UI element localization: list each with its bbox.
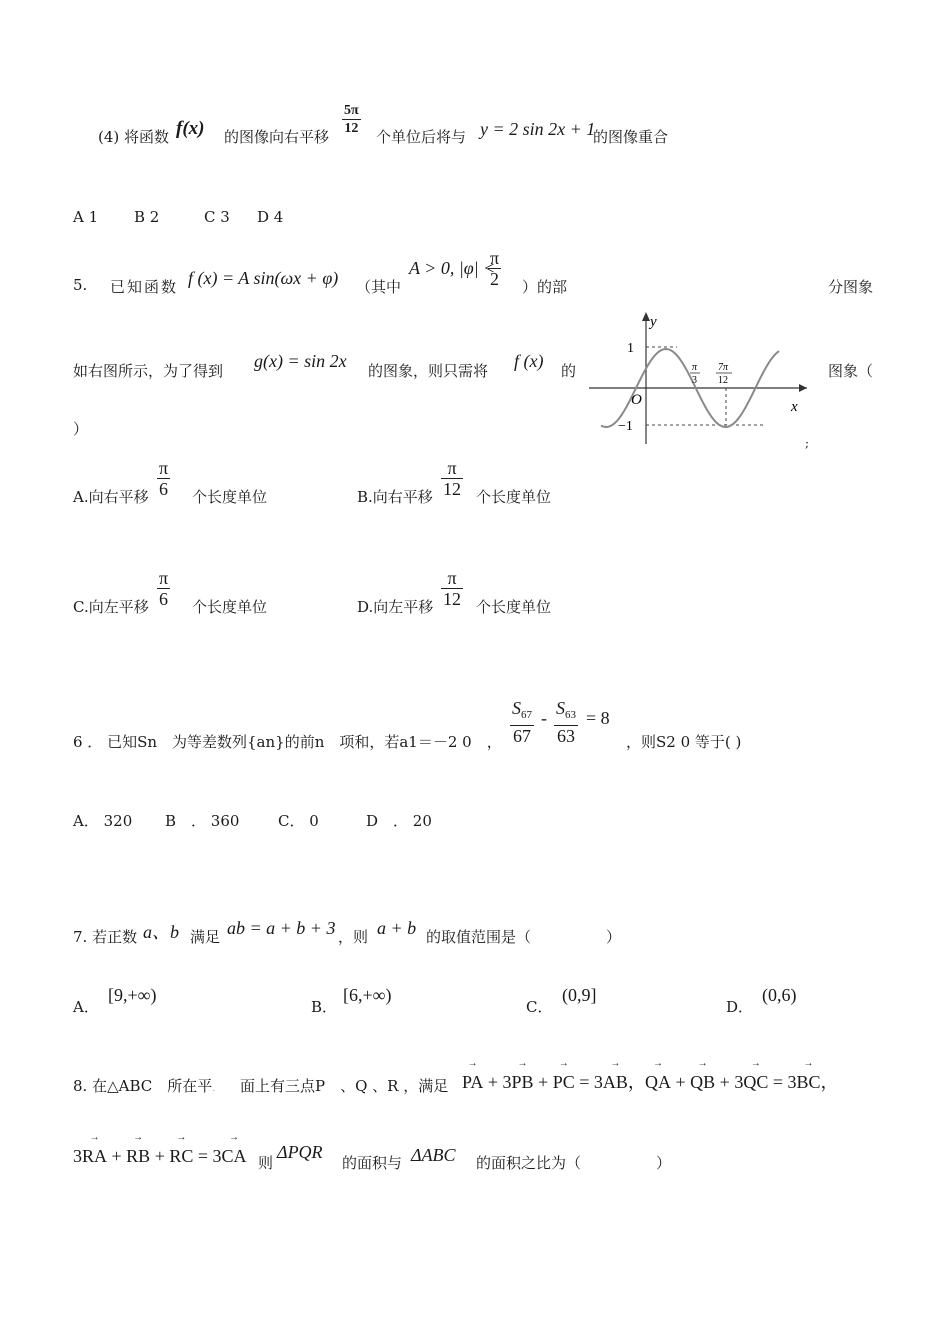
q5-paren-open: （其中 <box>356 278 402 296</box>
q5-line3: ） <box>73 420 89 438</box>
q6-f2-sub: 63 <box>565 709 576 721</box>
q7-prefix: 7. 若正数 <box>73 928 138 946</box>
q5-option-d-den: 12 <box>443 589 461 609</box>
graph-x-tick1-num: π <box>692 362 698 373</box>
q5-line2-right: 图象（ <box>828 362 874 380</box>
q5-option-d-label: D.向左平移 <box>357 598 434 616</box>
q8-equation-2 <box>645 1068 839 1094</box>
q8-line1-prefix-text: 8. 在△ABC 所在平 <box>73 1077 213 1095</box>
vec-rc: → RC <box>169 1146 193 1167</box>
q4-mid2: 个单位后将与 <box>376 128 467 146</box>
q5-option-a-den: 6 <box>159 479 169 499</box>
q8-abc: ΔABC <box>411 1145 456 1165</box>
q7-option-c-value: (0,9] <box>562 985 597 1005</box>
q6-option-d: D ． 20 <box>366 812 432 830</box>
sine-graph <box>585 308 815 448</box>
q6-text: 6 ． 已知Sn 为等差数列{an}的前n 项和，若a1＝－2 0 ， <box>73 733 502 751</box>
q4-frac-num: 5π <box>344 103 359 118</box>
q8-eq3-c: + <box>107 1146 127 1166</box>
q8-pqr: ΔPQR <box>277 1142 323 1162</box>
q5-f-formula: f (x) <box>514 351 544 371</box>
q8-then: 则 <box>258 1154 274 1172</box>
q8-line1-prefix <box>73 1075 215 1096</box>
q4-suffix: 的图像重合 <box>593 128 669 146</box>
q5-option-d-frac <box>441 568 463 609</box>
q8-eq2-d: + 3 <box>715 1072 744 1092</box>
q6-f1-den: 67 <box>513 726 531 746</box>
q6-f1-num <box>510 698 534 726</box>
q4-func: f(x) <box>176 118 205 139</box>
q8-line1-mid: 面上有三点P 、Q 、R ，满足 <box>240 1077 449 1095</box>
q5-option-c-label: C.向左平移 <box>73 598 149 616</box>
graph-origin: O <box>631 392 642 408</box>
q6-f2-num <box>554 698 578 726</box>
q7-option-a-label: A． <box>73 998 99 1016</box>
q8-suffix: 的面积之比为（ ） <box>476 1154 672 1172</box>
q8-sep: ， <box>627 1072 646 1092</box>
q5-number: 5. <box>73 276 88 294</box>
q6-f2-den: 63 <box>557 726 575 746</box>
graph-x-tick2-num: 7π <box>718 362 729 373</box>
graph-x-tick1-den: 3 <box>692 375 697 386</box>
q8-equation-1 <box>462 1068 646 1094</box>
graph-y-tick-bottom: −1 <box>618 419 633 434</box>
vec-qc: → QC <box>743 1072 768 1093</box>
q8-eq2-f: = 3 <box>768 1072 797 1092</box>
q8-eq1-d: + <box>533 1072 553 1092</box>
q4-option-a: A 1 <box>73 208 99 226</box>
q8-eq3-e: + <box>150 1146 170 1166</box>
q5-option-a-num: π <box>159 458 169 478</box>
q6-suffix: ，则S2 0 等于( ) <box>626 733 742 751</box>
q5-cond-den: 2 <box>490 269 500 289</box>
q5-text1: 已知函数 <box>110 278 179 296</box>
q4-fraction <box>342 102 361 137</box>
q6-f1-s: S <box>512 698 521 718</box>
q5-cond-fraction <box>488 248 501 289</box>
q8-eq1-f: = 3 <box>574 1072 603 1092</box>
q5-paren-close: ）的部 <box>522 278 568 296</box>
graph-x-tick2-den: 12 <box>718 375 728 386</box>
q4-formula: y = 2 sin 2x + 1 <box>480 119 596 139</box>
q5-line2-a: 如右图所示，为了得到 <box>73 362 224 380</box>
q6-equals: = 8 <box>586 708 610 728</box>
q7-mid: 满足 <box>190 928 221 946</box>
q7-vars: a、b <box>143 922 179 942</box>
q5-semicolon: ; <box>805 436 810 450</box>
q8-eq3-a: 3 <box>73 1146 82 1166</box>
q7-expr: a + b <box>377 918 417 938</box>
graph-x-label: x <box>791 399 798 415</box>
q5-line2-b: 的图象，则只需将 <box>368 362 489 380</box>
x-axis-arrow <box>799 384 807 392</box>
q7-option-b-label: B． <box>311 998 338 1016</box>
q8-line1-dot: . <box>212 1083 216 1094</box>
q6-f2-s: S <box>556 698 565 718</box>
q7-formula: ab = a + b + 3 <box>227 918 336 938</box>
q5-option-a-label: A.向右平移 <box>73 488 149 506</box>
q5-line2-c: 的 <box>561 362 577 380</box>
q5-text-right: 分图象 <box>828 278 874 296</box>
q5-option-c-frac <box>157 568 170 609</box>
vec-qa: → QA <box>645 1072 671 1093</box>
q7-mid2: ，则 <box>338 928 369 946</box>
q5-option-a-frac <box>157 458 170 499</box>
q6-option-b: B ． 360 <box>165 812 240 830</box>
q8-eq1-b: + 3 <box>483 1072 512 1092</box>
graph-y-tick-top: 1 <box>627 341 634 356</box>
q7-option-a-value: [9,+∞) <box>108 985 157 1005</box>
vec-rb: → RB <box>126 1146 150 1167</box>
q6-fraction-1 <box>510 698 534 746</box>
y-axis-arrow <box>642 312 650 321</box>
q4-prefix: (4) 将函数 <box>98 128 170 146</box>
q6-f1-sub: 67 <box>521 709 532 721</box>
q5-option-b-frac <box>441 458 463 499</box>
graph-y-label: y <box>650 314 657 330</box>
q4-option-c: C 3 <box>204 208 230 226</box>
q4-line <box>98 126 169 147</box>
q7-option-b-value: [6,+∞) <box>343 985 392 1005</box>
q4-mid1: 的图像向右平移 <box>224 128 330 146</box>
q5-option-c-num: π <box>159 568 169 588</box>
q5-formula: f (x) = A sin(ωx + φ) <box>188 268 339 288</box>
q6-minus: - <box>541 708 547 728</box>
q5-option-b-unit: 个长度单位 <box>476 488 552 506</box>
q5-option-d-num: π <box>441 568 463 589</box>
q5-g-formula: g(x) = sin 2x <box>254 351 347 371</box>
q5-option-c-unit: 个长度单位 <box>192 598 268 616</box>
vec-bc: → BC <box>797 1072 821 1093</box>
q7-option-d-label: D． <box>726 998 754 1016</box>
vec-pb: → PB <box>512 1072 534 1093</box>
q6-fraction-2 <box>554 698 578 746</box>
q5-condition: A > 0, |φ| < <box>409 258 496 278</box>
q5-option-b-den: 12 <box>443 479 461 499</box>
vec-pc: → PC <box>553 1072 575 1093</box>
vec-ca: → CA <box>222 1146 247 1167</box>
q7-option-c-label: C． <box>526 998 553 1016</box>
q4-frac-den: 12 <box>344 121 359 136</box>
q5-option-a-unit: 个长度单位 <box>192 488 268 506</box>
q5-option-d-unit: 个长度单位 <box>476 598 552 616</box>
q5-option-c-den: 6 <box>159 589 169 609</box>
q8-eq3-g: = 3 <box>193 1146 222 1166</box>
q5-option-b-label: B.向右平移 <box>357 488 433 506</box>
q8-eq2-b: + <box>671 1072 691 1092</box>
q8-mid: 的面积与 <box>342 1154 403 1172</box>
q6-option-a: A． 320 <box>73 812 133 830</box>
q6-option-c: C． 0 <box>278 812 319 830</box>
q4-option-d: D 4 <box>257 208 284 226</box>
vec-pa: → PA <box>462 1072 483 1093</box>
q5-option-b-num: π <box>441 458 463 479</box>
q5-cond-num: π <box>490 248 500 268</box>
q8-sep2: ， <box>820 1072 839 1092</box>
vec-ra: → RA <box>82 1146 107 1167</box>
q8-equation-3 <box>73 1146 247 1167</box>
vec-ab: → AB <box>603 1072 628 1093</box>
vec-qb: → QB <box>690 1072 715 1093</box>
q4-option-b: B 2 <box>134 208 160 226</box>
q7-option-d-value: (0,6) <box>762 985 797 1005</box>
q7-suffix: 的取值范围是（ ） <box>426 928 622 946</box>
